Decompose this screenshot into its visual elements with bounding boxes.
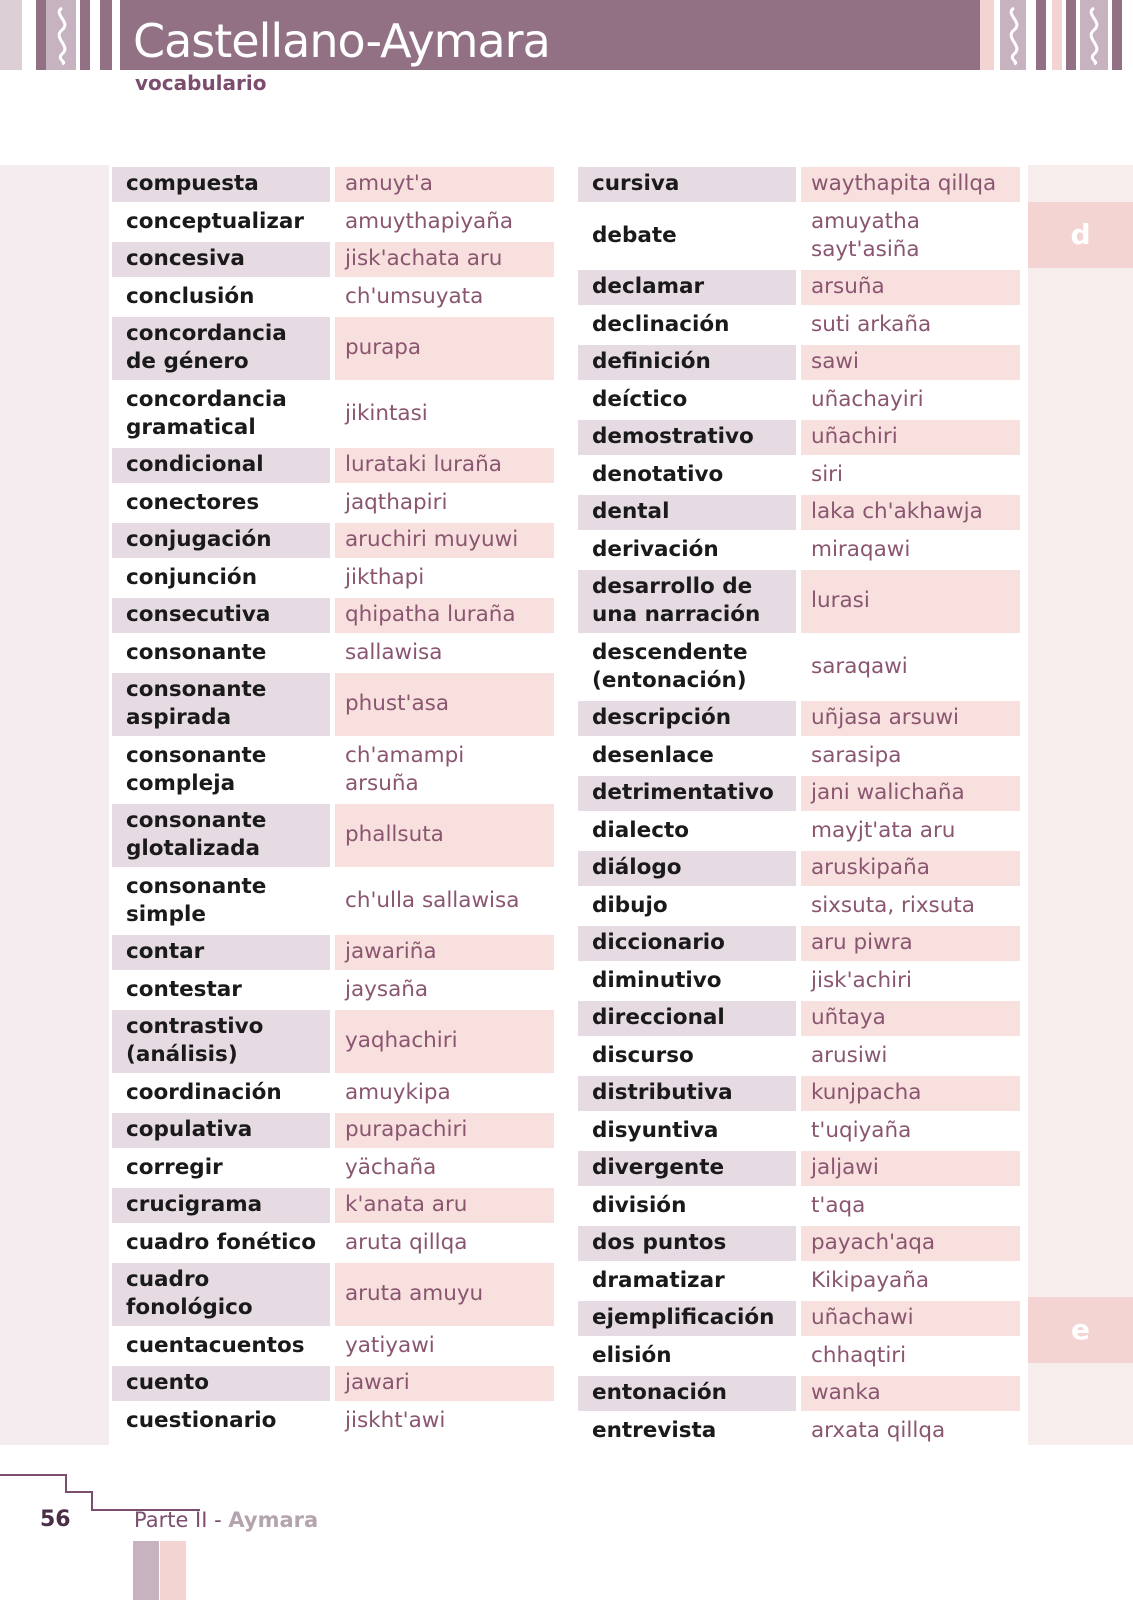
vocabulary-row [578, 701, 1020, 736]
vocabulary-row [112, 1188, 554, 1223]
footer-stripe [160, 1541, 186, 1600]
aymara-translation: yaqhachiri [335, 1010, 554, 1073]
vocabulary-row [578, 383, 1020, 418]
spanish-term: descendente (entonación) [592, 639, 748, 693]
spanish-term: diccionario [578, 926, 796, 961]
spanish-term: corregir [126, 1154, 223, 1180]
footer-stripe [133, 1541, 159, 1600]
aymara-translation: yächaña [345, 1154, 437, 1180]
vocabulary-row [112, 383, 554, 446]
aymara-translation: kunjpacha [801, 1076, 1020, 1111]
header-stripe [1052, 0, 1062, 70]
aymara-translation: arusiwi [811, 1042, 888, 1068]
spanish-term: concesiva [112, 242, 330, 277]
aymara-translation: amuyatha sayt'asiña [811, 208, 920, 262]
spanish-term: deíctico [592, 386, 688, 412]
aymara-translation: uñachawi [801, 1301, 1020, 1336]
aymara-translation: phallsuta [335, 804, 554, 867]
vocabulary-row [578, 1301, 1020, 1336]
aymara-translation: suti arkaña [811, 311, 932, 337]
vocabulary-row [112, 1329, 554, 1364]
aymara-translation: jisk'achiri [811, 967, 912, 993]
spanish-term: crucigrama [112, 1188, 330, 1223]
vocabulary-row [112, 205, 554, 240]
aymara-translation: qhipatha luraña [335, 598, 554, 633]
header-stripe [1112, 0, 1122, 70]
spanish-term: dialecto [592, 817, 690, 843]
spanish-term: conclusión [126, 283, 255, 309]
vocabulary-row [578, 1001, 1020, 1036]
spanish-term: consecutiva [112, 598, 330, 633]
spanish-term: dos puntos [578, 1226, 796, 1261]
spanish-term: diálogo [578, 851, 796, 886]
spanish-term: coordinación [126, 1079, 282, 1105]
aymara-translation: Kikipayaña [811, 1267, 930, 1293]
spanish-term: divergente [578, 1151, 796, 1186]
vocabulary-row [578, 1339, 1020, 1374]
spanish-term: cuento [112, 1366, 330, 1401]
aymara-translation: phust'asa [335, 673, 554, 736]
spanish-term: consonante simple [126, 873, 267, 927]
vocabulary-row [578, 1151, 1020, 1186]
vocabulary-row [578, 814, 1020, 849]
swirl-ornament-icon [1002, 4, 1026, 66]
right-margin-panel [1028, 165, 1133, 1445]
aymara-translation: sixsuta, rixsuta [811, 892, 975, 918]
footer-section-label [134, 1508, 318, 1532]
aymara-translation: jikthapi [345, 564, 425, 590]
aymara-translation: mayjt'ata aru [811, 817, 956, 843]
spanish-term: ejemplificación [578, 1301, 796, 1336]
header-stripe [100, 0, 112, 70]
spanish-term: diminutivo [592, 967, 722, 993]
spanish-term: denotativo [592, 461, 724, 487]
vocabulary-row [112, 1226, 554, 1261]
aymara-translation: uñachayiri [811, 386, 924, 412]
aymara-translation: k'anata aru [335, 1188, 554, 1223]
aymara-translation: purapa [335, 317, 554, 380]
left-margin-panel [0, 165, 109, 1445]
aymara-translation: jisk'achata aru [335, 242, 554, 277]
aymara-translation: ch'umsuyata [345, 283, 484, 309]
swirl-ornament-icon [48, 4, 76, 66]
spanish-term: consonante glotalizada [112, 804, 330, 867]
vocabulary-row [578, 1076, 1020, 1111]
header-stripe [980, 0, 994, 70]
vocabulary-row [112, 804, 554, 867]
vocabulary-row [578, 205, 1020, 268]
vocabulary-row [112, 1263, 554, 1326]
spanish-term: cursiva [578, 167, 796, 202]
spanish-term: consonante [126, 639, 267, 665]
aymara-translation: uñachiri [801, 420, 1020, 455]
aymara-translation: saraqawi [811, 653, 908, 679]
spanish-term: dramatizar [592, 1267, 725, 1293]
spanish-term: disyuntiva [592, 1117, 719, 1143]
spanish-term: concordancia de género [112, 317, 330, 380]
aymara-translation: uñjasa arsuwi [801, 701, 1020, 736]
vocabulary-row [112, 280, 554, 315]
spanish-term: desarrollo de una narración [578, 570, 796, 633]
vocabulary-row [112, 1404, 554, 1439]
vocabulary-row [112, 1366, 554, 1401]
spanish-term: elisión [592, 1342, 672, 1368]
vocabulary-row [112, 870, 554, 933]
aymara-translation: jawariña [335, 935, 554, 970]
page-title: Castellano-Aymara [133, 14, 550, 68]
aymara-translation: amuyt'a [335, 167, 554, 202]
spanish-term: cuentacuentos [126, 1332, 305, 1358]
letter-tab-d: d [1028, 202, 1133, 268]
spanish-term: consonante compleja [126, 742, 267, 796]
vocabulary-row [578, 458, 1020, 493]
vocabulary-row [112, 598, 554, 633]
vocabulary-row [112, 448, 554, 483]
header-stripe [1036, 0, 1046, 70]
footer-part-name: Aymara [228, 1508, 319, 1532]
aymara-translation: t'uqiyaña [811, 1117, 912, 1143]
vocabulary-row [578, 270, 1020, 305]
spanish-term: concordancia gramatical [126, 386, 287, 440]
vocabulary-row [578, 776, 1020, 811]
spanish-term: derivación [592, 536, 719, 562]
vocabulary-row [112, 1151, 554, 1186]
aymara-translation: payach'aqa [801, 1226, 1020, 1261]
spanish-term: declamar [578, 270, 796, 305]
vocabulary-row [578, 420, 1020, 455]
aymara-translation: amuykipa [345, 1079, 451, 1105]
aymara-translation: laka ch'akhawja [801, 495, 1020, 530]
spanish-term: cuadro fonológico [112, 1263, 330, 1326]
aymara-translation: aruchiri muyuwi [335, 523, 554, 558]
aymara-translation: sawi [801, 345, 1020, 380]
spanish-term: consonante aspirada [112, 673, 330, 736]
page-subtitle: vocabulario [135, 71, 267, 95]
aymara-translation: miraqawi [811, 536, 911, 562]
spanish-term: cuadro fonético [126, 1229, 316, 1255]
vocabulary-row [112, 523, 554, 558]
header-stripe [0, 0, 22, 70]
aymara-translation: ch'amampi arsuña [345, 742, 465, 796]
aymara-translation: jaqthapiri [345, 489, 448, 515]
vocabulary-row [112, 1113, 554, 1148]
vocabulary-table-right [578, 167, 1020, 1451]
aymara-translation: jikintasi [345, 400, 428, 426]
vocabulary-row [578, 345, 1020, 380]
aymara-translation: purapachiri [335, 1113, 554, 1148]
aymara-translation: arsuña [801, 270, 1020, 305]
spanish-term: descripción [578, 701, 796, 736]
aymara-translation: waythapita qillqa [801, 167, 1020, 202]
header-stripe [22, 0, 36, 70]
aymara-translation: lurataki luraña [335, 448, 554, 483]
vocabulary-row [578, 851, 1020, 886]
vocabulary-row [112, 1076, 554, 1111]
spanish-term: contestar [126, 976, 242, 1002]
spanish-term: declinación [592, 311, 730, 337]
aymara-translation: chhaqtiri [811, 1342, 907, 1368]
vocabulary-row [578, 495, 1020, 530]
spanish-term: dibujo [592, 892, 668, 918]
aymara-translation: sallawisa [345, 639, 443, 665]
spanish-term: direccional [578, 1001, 796, 1036]
vocabulary-row [112, 935, 554, 970]
spanish-term: contar [112, 935, 330, 970]
spanish-term: discurso [592, 1042, 694, 1068]
spanish-term: dental [578, 495, 796, 530]
spanish-term: entonación [578, 1376, 796, 1411]
vocabulary-row [578, 1189, 1020, 1224]
spanish-term: definición [578, 345, 796, 380]
spanish-term: distributiva [578, 1076, 796, 1111]
spanish-term: conceptualizar [126, 208, 304, 234]
spanish-term: demostrativo [578, 420, 796, 455]
vocabulary-row [578, 964, 1020, 999]
vocabulary-row [578, 1226, 1020, 1261]
vocabulary-row [112, 486, 554, 521]
vocabulary-row [112, 673, 554, 736]
aymara-translation: wanka [801, 1376, 1020, 1411]
vocabulary-row [112, 739, 554, 802]
vocabulary-row [578, 636, 1020, 699]
spanish-term: debate [592, 222, 677, 248]
page-number: 56 [40, 1507, 71, 1532]
footer-part-label: Parte II - [134, 1508, 229, 1532]
vocabulary-row [578, 889, 1020, 924]
aymara-translation: arxata qillqa [811, 1417, 946, 1443]
aymara-translation: aru piwra [801, 926, 1020, 961]
spanish-term: copulativa [112, 1113, 330, 1148]
vocabulary-row [578, 570, 1020, 633]
spanish-term: conectores [126, 489, 260, 515]
vocabulary-row [578, 1376, 1020, 1411]
aymara-translation: jawari [335, 1366, 554, 1401]
spanish-term: contrastivo (análisis) [112, 1010, 330, 1073]
vocabulary-row [112, 167, 554, 202]
vocabulary-row [112, 636, 554, 671]
vocabulary-row [578, 1414, 1020, 1449]
spanish-term: desenlace [592, 742, 714, 768]
swirl-ornament-icon [1082, 4, 1106, 66]
aymara-translation: aruta amuyu [335, 1263, 554, 1326]
aymara-translation: amuythapiyaña [345, 208, 514, 234]
spanish-term: condicional [112, 448, 330, 483]
spanish-term: entrevista [592, 1417, 717, 1443]
vocabulary-row [578, 1039, 1020, 1074]
header-stripe [1066, 0, 1076, 70]
vocabulary-row [112, 317, 554, 380]
aymara-translation: aruskipaña [801, 851, 1020, 886]
vocabulary-row [112, 973, 554, 1008]
vocabulary-row [578, 533, 1020, 568]
letter-tab-e: e [1028, 1297, 1133, 1363]
aymara-translation: jaysaña [345, 976, 429, 1002]
vocabulary-row [578, 1114, 1020, 1149]
spanish-term: conjugación [112, 523, 330, 558]
vocabulary-row [112, 561, 554, 596]
vocabulary-row [112, 1010, 554, 1073]
aymara-translation: sarasipa [811, 742, 902, 768]
aymara-translation: yatiyawi [345, 1332, 435, 1358]
spanish-term: división [592, 1192, 687, 1218]
vocabulary-row [112, 242, 554, 277]
aymara-translation: jaljawi [801, 1151, 1020, 1186]
spanish-term: detrimentativo [578, 776, 796, 811]
vocabulary-row [578, 926, 1020, 961]
header-stripe [36, 0, 46, 70]
spanish-term: cuestionario [126, 1407, 277, 1433]
vocabulary-row [578, 167, 1020, 202]
aymara-translation: t'aqa [811, 1192, 866, 1218]
vocabulary-row [578, 1264, 1020, 1299]
vocabulary-table-left [112, 167, 554, 1441]
aymara-translation: jiskht'awi [345, 1407, 446, 1433]
aymara-translation: siri [811, 461, 843, 487]
aymara-translation: lurasi [801, 570, 1020, 633]
spanish-term: conjunción [126, 564, 257, 590]
aymara-translation: aruta qillqa [345, 1229, 468, 1255]
aymara-translation: jani walichaña [801, 776, 1020, 811]
vocabulary-row [578, 739, 1020, 774]
vocabulary-row [578, 308, 1020, 343]
aymara-translation: uñtaya [801, 1001, 1020, 1036]
spanish-term: compuesta [112, 167, 330, 202]
aymara-translation: ch'ulla sallawisa [345, 887, 520, 913]
header-stripe [80, 0, 90, 70]
